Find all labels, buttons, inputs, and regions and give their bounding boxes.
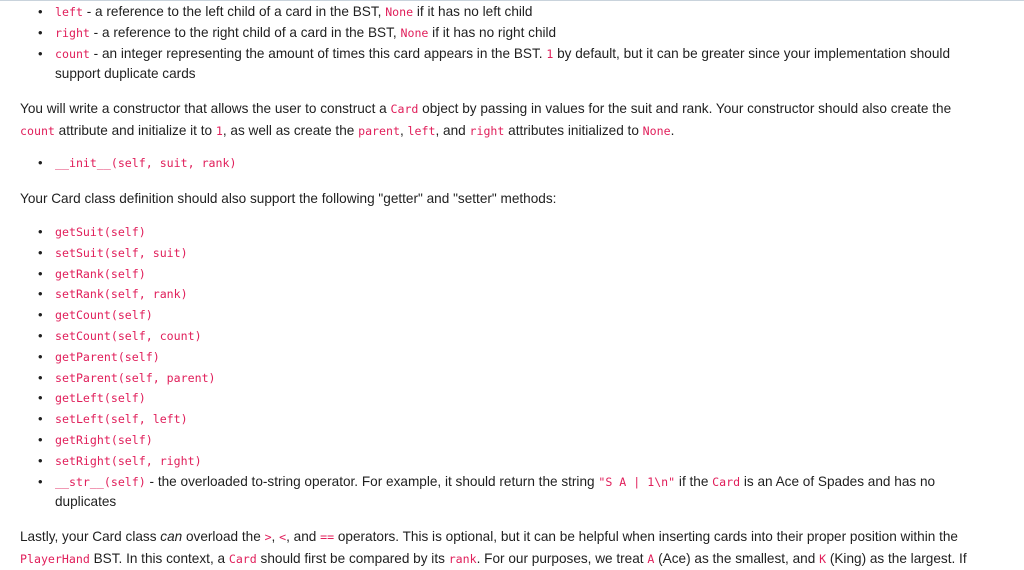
code-span: left (55, 5, 83, 19)
list-item: • getCount(self) (20, 305, 1000, 326)
bullet-icon: • (38, 4, 43, 19)
methods-list (20, 222, 1000, 513)
list-item: • getLeft(self) (20, 388, 1000, 409)
list-item (20, 153, 236, 174)
bullet-icon: • (38, 390, 43, 406)
list-item: • getSuit(self) (20, 222, 1000, 243)
constructor-paragraph: You will write a constructor that allows the user to construct a Card object by passing in values for the suit and rank. Your constructor should also create the count attribute and initialize it to 1, as well as create the parent, left, and right attributes initialized to None. (20, 101, 952, 138)
code-span: count (55, 46, 90, 61)
attribute-list (20, 2, 950, 85)
bullet-icon: • (38, 452, 43, 468)
list-item: • getRight(self) (20, 430, 1000, 451)
list-item: • count - an integer representing the amount of times this card appears in the BST. 1 by default, but it can be greater since your implementation should support duplicate cards (38, 45, 951, 82)
bullet-icon: • (38, 224, 43, 239)
list-item: • right - a reference to the right child of a card in the BST, None if it has no right child (20, 23, 950, 44)
list-item: • left - a reference to the left child of a card in the BST, None if it has no left child (20, 2, 950, 23)
bullet-icon: • (38, 24, 43, 40)
list-item: • setSuit(self, suit) (20, 243, 1000, 264)
top-divider (0, 0, 1024, 1)
bullet-icon: • (38, 307, 43, 323)
bullet-icon: • (38, 369, 43, 385)
constructor-list (20, 153, 236, 174)
methods-intro: Your Card class definition should also support the following "getter" and "setter" methods: (20, 191, 557, 206)
list-item: • setLeft(self, left) (20, 409, 1000, 430)
bullet-icon: • (38, 265, 43, 281)
list-item: • __str__(self) - the overloaded to-string operator. For example, it should return the string "S A | 1\n" if the Card is an Ace of Spades and has no duplicates (38, 473, 936, 510)
list-item: • getRank(self) (20, 264, 1000, 285)
bullet-icon: • (38, 155, 43, 170)
list-item: • setRight(self, right) (20, 451, 1000, 472)
list-item: • setParent(self, parent) (20, 368, 1000, 389)
list-item: • setRank(self, rank) (20, 284, 1000, 305)
bullet-icon: • (38, 348, 43, 364)
bullet-icon: • (38, 45, 43, 61)
bullet-icon: • (38, 327, 43, 343)
operators-paragraph: Lastly, your Card class can overload the >, <, and == operators. This is optional, but it can be helpful when inserting cards into their proper position within the PlayerHand BST. In this context, a Card should first be compared by its rank. For our purposes, we treat A (Ace) as the smallest, and K (King) as the largest. If (20, 529, 967, 566)
bullet-icon: • (38, 411, 43, 427)
init-method: __init__(self, suit, rank) (55, 156, 237, 170)
list-item: • getParent(self) (20, 347, 1000, 368)
bullet-icon: • (38, 244, 43, 260)
code-span: right (55, 25, 90, 40)
list-item: • setCount(self, count) (20, 326, 1000, 347)
bullet-icon: • (38, 431, 43, 447)
bullet-icon: • (38, 473, 43, 489)
bullet-icon: • (38, 286, 43, 302)
